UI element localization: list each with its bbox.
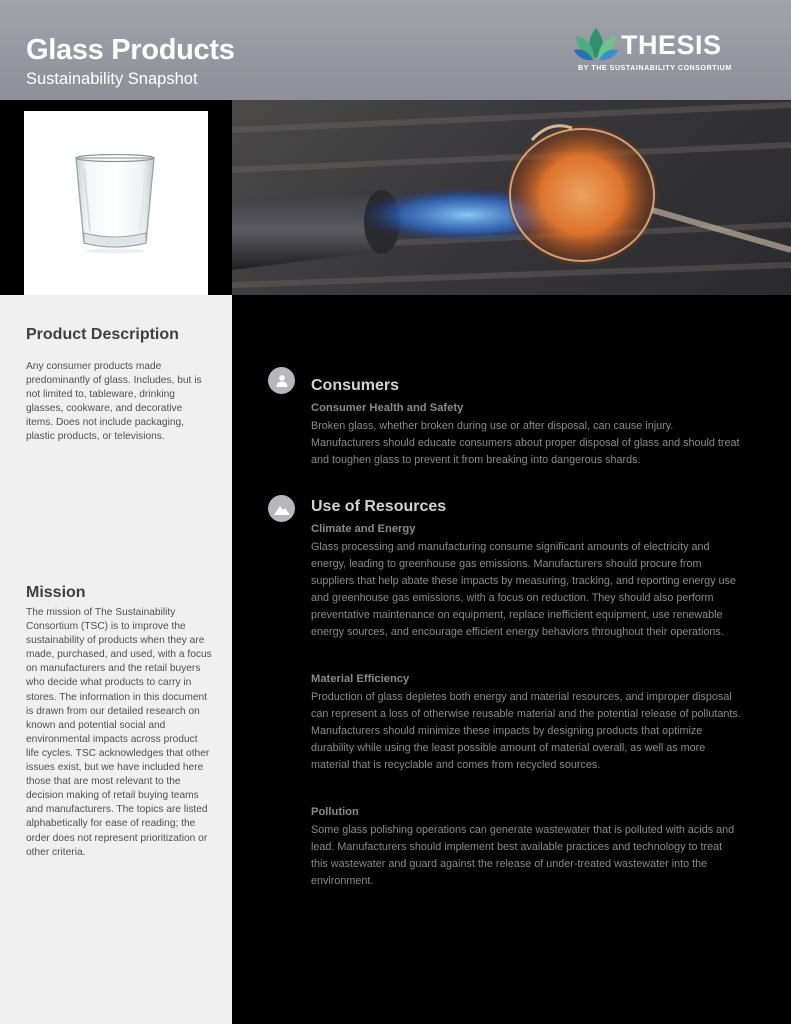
mountain-icon [268,495,295,522]
resources-heading: Use of Resources [311,498,447,515]
product-description-text: Any consumer products made predominantly of glass. Includes, but is not limited to, tableware, drinking glasses, cookware, and decorative items. Does not include packaging, plastic products, or televisions. [26,361,202,443]
lotus-leaf-icon [574,26,618,62]
drinking-glass-photo [24,111,208,295]
page-header [0,0,791,100]
logo-tagline: BY THE SUSTAINABILITY CONSORTIUM [578,65,732,72]
pollution-text: Some glass polishing operations can generate wastewater that is polluted with acids and lead. Manufacturers should implement best available practices and technology to treat this wastewater and guard against the release of under-treated wastewater into the environment. [311,824,735,887]
thesis-logo [574,26,744,76]
pollution-heading: Pollution [311,806,359,818]
glassblowing-photo [232,100,791,295]
page-title: Glass Products [26,34,235,66]
material-efficiency-text: Production of glass depletes both energy and material resources, and improper disposal can represent a loss of otherwise reusable material and the potential release of pollutants. Manufacturers should minimize these impacts by designing products that optimize durability while using the least possible amount of material overall, as well as more material that is recyclable and comes from recycled sources. [311,691,741,771]
logo-wordmark: THESIS [621,30,722,60]
consumers-heading: Consumers [311,377,400,394]
mission-text: The mission of The Sustainability Consortium (TSC) is to improve the sustainability of products when they are made, purchased, and used, with a focus on manufacturers and the retail buyers who decide what products to carry in stores. The information in this document is drawn from our detailed research on known and potential social and environmental impacts across product life cycles. TSC acknowledges that other issues exist, but we have included here those that are most relevant to the decision making of retail buying teams and manufacturers. The topics are listed alphabetically for ease of reading; the order does not represent prioritization or other criteria. [26,607,212,858]
climate-energy-heading: Climate and Energy [311,523,416,535]
material-efficiency-heading: Material Efficiency [311,673,410,685]
page-subtitle: Sustainability Snapshot [26,70,198,88]
product-description-heading: Product Description [26,326,179,343]
climate-energy-text: Glass processing and manufacturing consume significant amounts of electricity and energy, leading to greenhouse gas emissions. Manufacturers should procure from suppliers that help abate these impacts by measuring, tracking, and reporting energy use and greenhouse gas emissions, with a focus on reduction. They should also perform preventative maintenance on equipment, replace inefficient equipment, use renewable energy sources, and encourage efficient energy behaviors throughout their operations. [311,541,736,638]
consumer-health-text: Broken glass, whether broken during use or after disposal, can cause injury. Manufacturers should educate consumers about proper disposal of glass and should treat and toughen glass to prevent it from breaking into dangerous shards. [311,420,740,466]
mission-heading: Mission [26,584,86,601]
person-icon [268,367,295,394]
consumer-health-heading: Consumer Health and Safety [311,402,464,414]
